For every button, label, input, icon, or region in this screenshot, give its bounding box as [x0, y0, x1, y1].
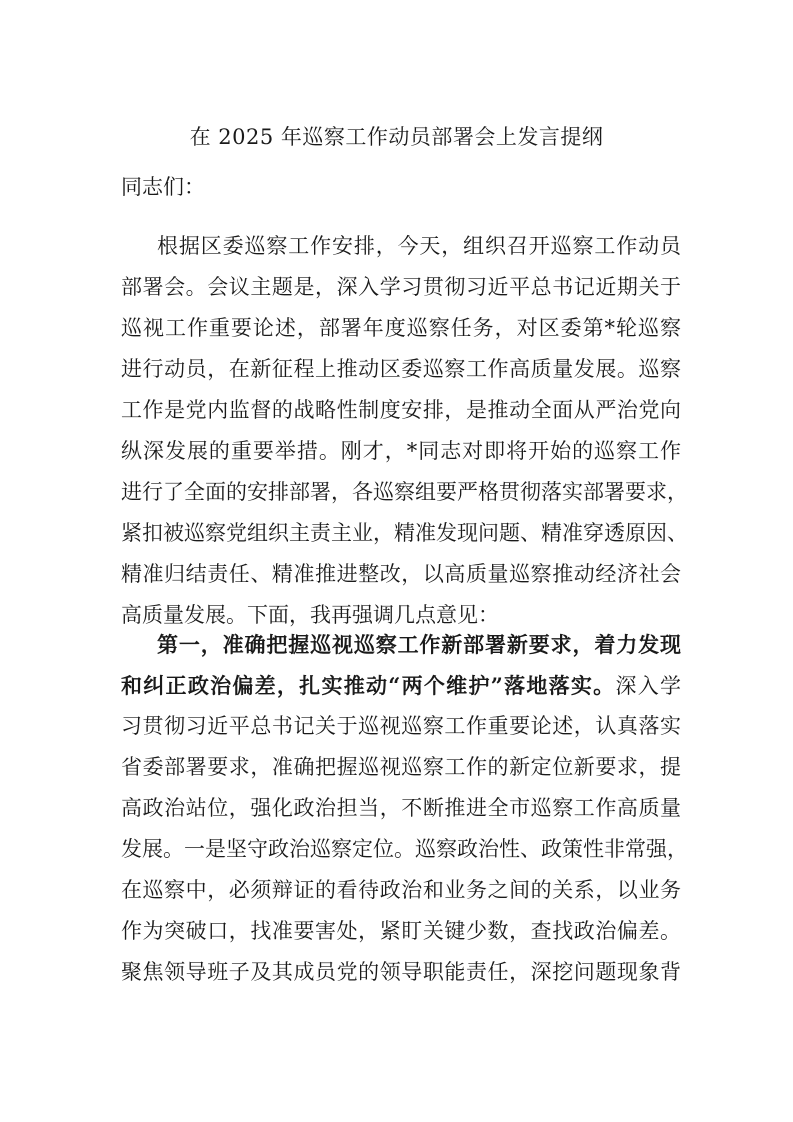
section-heading-line: 第一，准确把握巡视巡察工作新部署新要求，着力发现	[157, 632, 681, 657]
paragraph-line: 在巡察中，必须辩证的看待政治和业务之间的关系，以业务	[121, 878, 681, 902]
document-title: 在 2025 年巡察工作动员部署会上发言提纲	[189, 125, 604, 149]
paragraph-line: 作为突破口，找准要害处，紧盯关键少数，查找政治偏差。	[121, 919, 681, 943]
paragraph-first-point	[121, 624, 688, 993]
paragraph-line: 纵深发展的重要举措。刚才，*同志对即将开始的巡察工作	[121, 439, 681, 463]
paragraph-line: 省委部署要求，准确把握巡视巡察工作的新定位新要求，提	[121, 755, 681, 779]
paragraph-line: 进行了全面的安排部署，各巡察组要严格贯彻落实部署要求，	[121, 480, 688, 504]
paragraph-line: 发展。一是坚守政治巡察定位。巡察政治性、政策性非常强，	[121, 837, 688, 861]
salutation: 同志们：	[121, 175, 205, 199]
paragraph-intro	[121, 226, 688, 636]
paragraph-text: 深入学	[615, 674, 681, 698]
paragraph-line: 高质量发展。下面，我再强调几点意见：	[121, 603, 499, 627]
paragraph-line: 习贯彻习近平总书记关于巡视巡察工作重要论述，认真落实	[121, 714, 681, 738]
paragraph-line	[121, 665, 681, 706]
paragraph-line: 根据区委巡察工作安排，今天，组织召开巡察工作动员	[157, 234, 681, 258]
paragraph-line: 巡视工作重要论述，部署年度巡察任务，对区委第*轮巡察	[121, 316, 681, 340]
section-heading-text: 和纠正政治偏差，扎实推动“两个维护”落地落实。	[121, 673, 616, 698]
paragraph-line: 精准归结责任、精准推进整改，以高质量巡察推动经济社会	[121, 562, 681, 586]
paragraph-line: 工作是党内监督的战略性制度安排，是推动全面从严治党向	[121, 398, 681, 422]
paragraph-line: 高政治站位，强化政治担当，不断推进全市巡察工作高质量	[121, 796, 681, 820]
paragraph-line: 部署会。会议主题是，深入学习贯彻习近平总书记近期关于	[121, 275, 681, 299]
paragraph-line: 聚焦领导班子及其成员党的领导职能责任，深挖问题现象背	[121, 960, 681, 984]
paragraph-line: 紧扣被巡察党组织主责主业，精准发现问题、精准穿透原因、	[121, 521, 688, 545]
paragraph-line: 进行动员，在新征程上推动区委巡察工作高质量发展。巡察	[121, 357, 681, 381]
